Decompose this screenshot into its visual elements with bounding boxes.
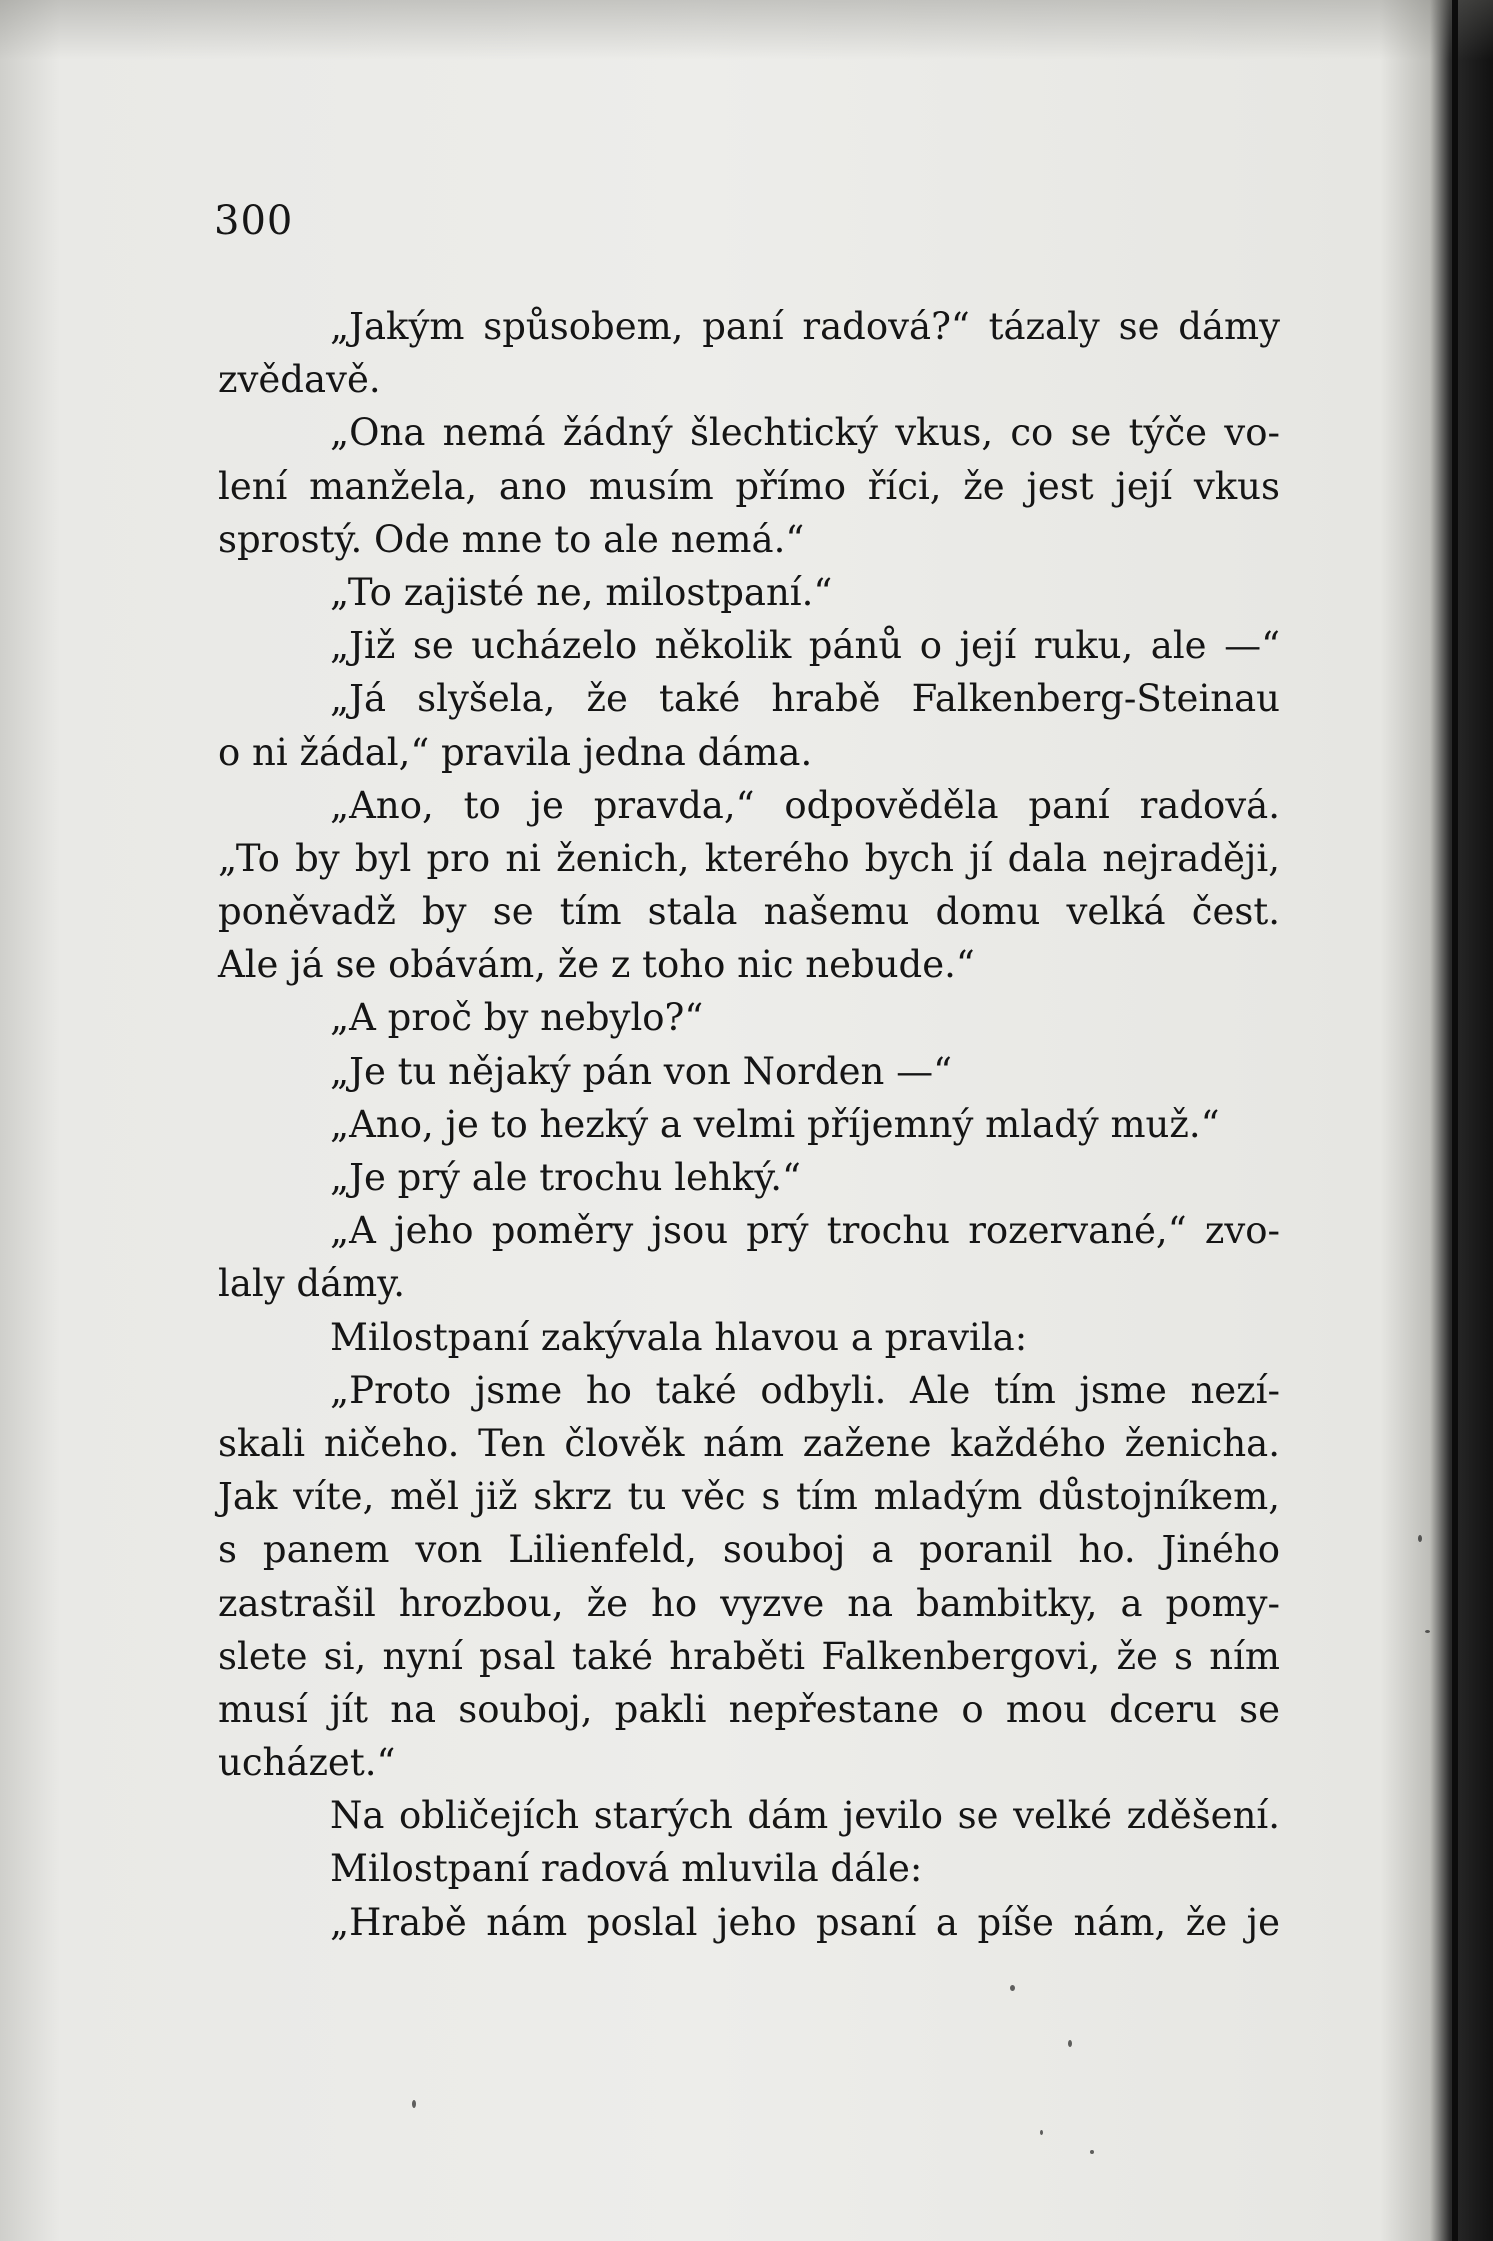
page-edge-shadow <box>1452 0 1458 2241</box>
text-line: „To zajisté ne, milostpaní.“ <box>330 570 833 614</box>
text-line: Jak víte, měl již skrz tu věc s tím mladým důstojníkem, <box>218 1475 1280 1519</box>
text-line: „Hrabě nám poslal jeho psaní a píše nám, že je <box>330 1900 1280 1944</box>
text-line: zastrašil hrozbou, že ho vyzve na bambitky, a pomy- <box>218 1581 1280 1625</box>
text-line: „Proto jsme ho také odbyli. Ale tím jsme nezí- <box>330 1368 1280 1412</box>
text-line: Ale já se obávám, že z toho nic nebude.“ <box>218 943 975 987</box>
text-line: „Ano, to je pravda,“ odpověděla paní radová. <box>330 783 1280 827</box>
text-line: laly dámy. <box>218 1262 405 1306</box>
text-line: Milostpaní radová mluvila dále: <box>330 1847 923 1891</box>
page-number: 300 <box>214 198 294 244</box>
text-line: „Je prý ale trochu lehký.“ <box>330 1156 801 1199</box>
text-line: „To by byl pro ni ženich, kterého bych jí dala nejraději, <box>218 836 1280 880</box>
text-line: skali ničeho. Ten člověk nám zažene každého ženicha. <box>218 1421 1280 1465</box>
scan-speck <box>1040 2130 1043 2135</box>
scan-speck <box>1418 1535 1422 1542</box>
scan-speck <box>1090 2150 1094 2154</box>
text-line: ucházet.“ <box>218 1741 396 1785</box>
text-line: lení manžela, ano musím přímo říci, že jest její vkus <box>218 464 1280 508</box>
text-line: sprostý. Ode mne to ale nemá.“ <box>218 517 805 561</box>
body-text <box>218 300 1280 1949</box>
text-line: „Ano, je to hezký a velmi příjemný mladý muž.“ <box>330 1102 1220 1146</box>
text-line: „A jeho poměry jsou prý trochu rozervané,“ zvo- <box>330 1209 1280 1253</box>
text-line: „A proč by nebylo?“ <box>330 996 704 1040</box>
text-line: slete si, nyní psal také hraběti Falkenbergovi, že s ním <box>218 1634 1280 1678</box>
text-line: poněvadž by se tím stala našemu domu velká čest. <box>218 890 1280 934</box>
text-line: „Ona nemá žádný šlechtický vkus, co se týče vo- <box>330 411 1280 455</box>
text-line: „Již se ucházelo několik pánů o její ruku, ale —“ <box>330 624 1280 668</box>
text-line: o ni žádal,“ pravila jedna dáma. <box>218 730 813 774</box>
scan-speck <box>1010 1985 1015 1991</box>
text-line: „Je tu nějaký pán von Norden —“ <box>330 1049 952 1093</box>
text-line: Na obličejích starých dám jevilo se velké zděšení. <box>330 1794 1280 1838</box>
text-line: „Já slyšela, že také hrabě Falkenberg-Steinau <box>330 677 1280 721</box>
scan-speck <box>1425 1630 1430 1633</box>
text-line: „Jakým spůsobem, paní radová?“ tázaly se dámy <box>330 305 1280 348</box>
scan-speck <box>1068 2040 1072 2047</box>
page-top-shadow <box>0 0 1493 60</box>
text-line: musí jít na souboj, pakli nepřestane o mou dceru se <box>218 1687 1280 1731</box>
text-line: zvědavě. <box>218 358 381 402</box>
scan-speck <box>412 2100 416 2108</box>
text-line: s panem von Lilienfeld, souboj a poranil ho. Jiného <box>218 1528 1280 1572</box>
text-line: Milostpaní zakývala hlavou a pravila: <box>330 1315 1028 1359</box>
